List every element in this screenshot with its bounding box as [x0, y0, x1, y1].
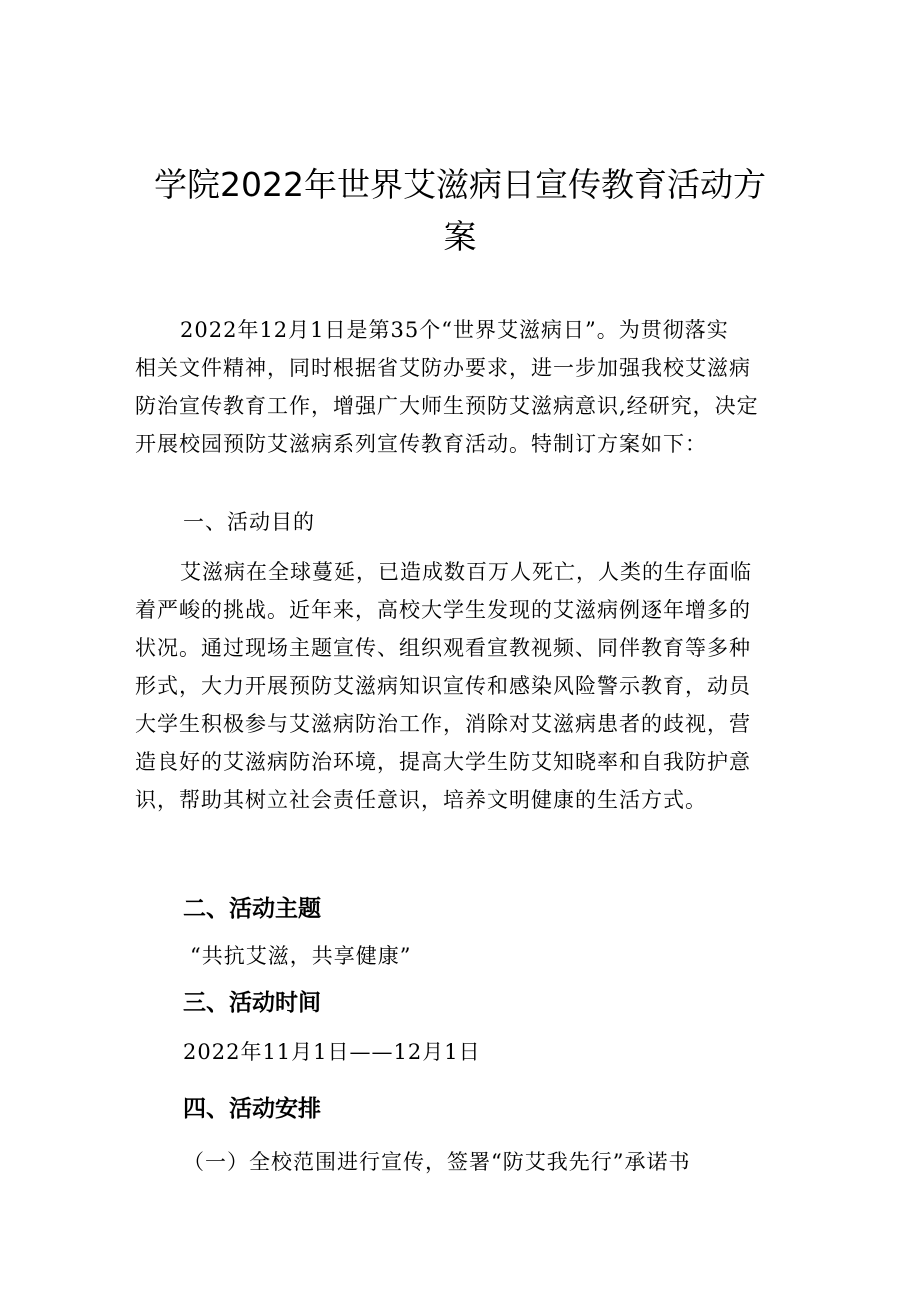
section-1-line-5: 大学生积极参与艾滋病防治工作，消除对艾滋病患者的歧视，营 [135, 712, 751, 736]
section-1-paragraph [135, 553, 792, 819]
section-3-heading: 三、活动时间 [183, 990, 321, 1016]
document-title-line-2: 案 [443, 217, 477, 256]
section-1-line-4: 形式，大力开展预防艾滋病知识宣传和感染风险警示教育，动员 [135, 674, 751, 698]
section-2-theme: “共抗艾滋，共享健康” [190, 944, 412, 968]
document-title-line-1: 学院2022年世界艾滋病日宣传教育活动方 [154, 165, 766, 204]
intro-line-3: 防治宣传教育工作，增强广大师生预防艾滋病意识,经研究，决定 [135, 394, 759, 418]
section-1-line-6: 造良好的艾滋病防治环境，提高大学生防艾知晓率和自我防护意 [135, 750, 751, 774]
intro-line-4: 开展校园预防艾滋病系列宣传教育活动。特制订方案如下： [135, 432, 707, 456]
section-4-heading: 四、活动安排 [183, 1096, 321, 1122]
intro-paragraph [135, 311, 792, 463]
section-2-heading: 二、活动主题 [183, 896, 321, 922]
section-1-line-7: 识，帮助其树立社会责任意识，培养文明健康的生活方式。 [135, 788, 707, 812]
section-3-time: 2022年11月1日——12月1日 [183, 1040, 481, 1064]
section-1-line-1: 艾滋病在全球蔓延，已造成数百万人死亡，人类的生存面临 [180, 560, 752, 584]
section-1-heading: 一、活动目的 [183, 510, 315, 534]
intro-line-2: 相关文件精神，同时根据省艾防办要求，进一步加强我校艾滋病 [135, 356, 751, 380]
intro-line-1: 2022年12月1日是第35个“世界艾滋病日”。为贯彻落实 [180, 318, 729, 342]
section-4-item-1: （一）全校范围进行宣传，签署“防艾我先行”承诺书 [183, 1150, 691, 1174]
section-1-line-3: 状况。通过现场主题宣传、组织观看宣教视频、同伴教育等多种 [135, 636, 751, 660]
section-1-line-2: 着严峻的挑战。近年来，高校大学生发现的艾滋病例逐年增多的 [135, 598, 751, 622]
